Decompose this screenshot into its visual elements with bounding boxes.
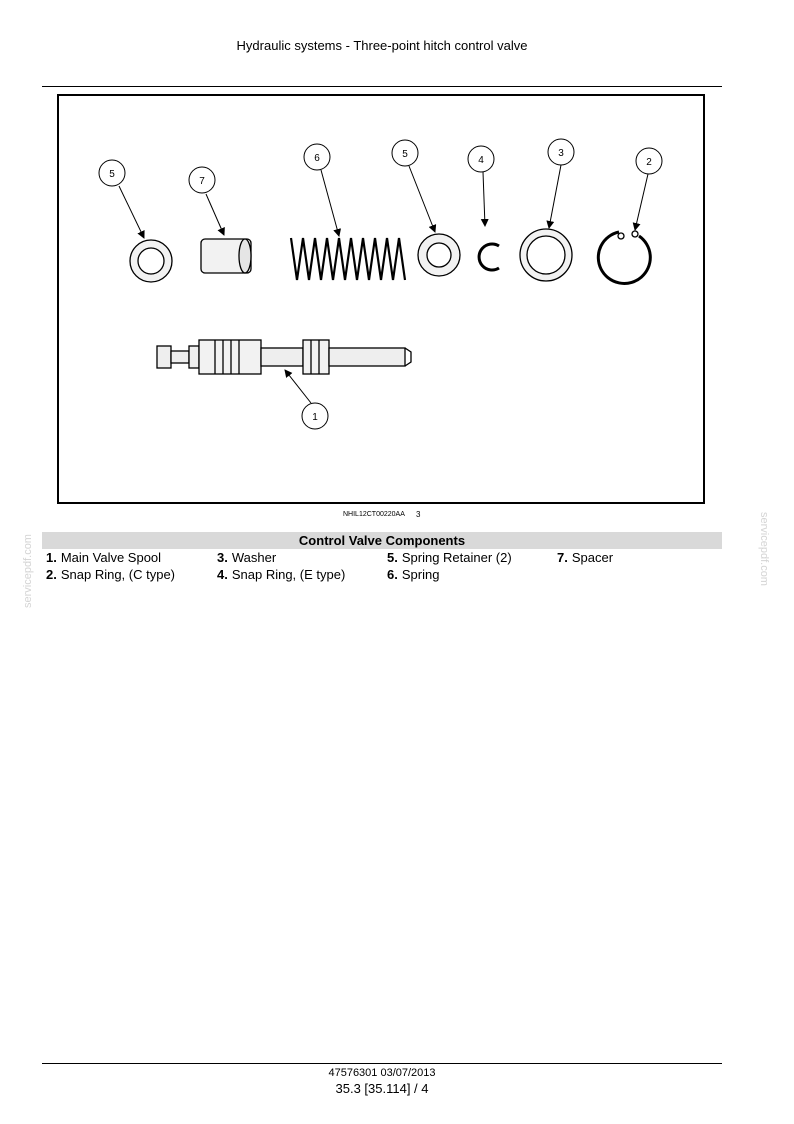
footer-divider	[42, 1063, 722, 1064]
spring-retainer-left-part	[130, 240, 172, 282]
figure-reference-code: NHIL12CT00220AA	[343, 511, 405, 518]
footer-doc-code: 47576301 03/07/2013	[328, 1067, 436, 1079]
callout-label: 1	[312, 412, 318, 423]
legend-item: 4. Snap Ring, (E type)	[217, 567, 346, 582]
legend-item: 7. Spacer	[557, 550, 614, 565]
exploded-view-figure	[57, 94, 705, 504]
watermark-left: servicepdf.com	[22, 534, 34, 608]
figure-drawing	[59, 96, 705, 504]
legend-item: 3. Washer	[217, 550, 277, 565]
callout-label: 7	[199, 176, 205, 187]
callout-label: 5	[109, 169, 115, 180]
footer-page-number: 35.3 [35.114] / 4	[335, 1081, 429, 1096]
components-table-title: Control Valve Components	[42, 532, 722, 549]
watermark-right: servicepdf.com	[758, 512, 770, 586]
legend-item: 6. Spring	[387, 567, 440, 582]
legend-item: 5. Spring Retainer (2)	[387, 550, 512, 565]
e-type-snap-ring-part	[479, 244, 499, 270]
legend-item: 2. Snap Ring, (C type)	[46, 567, 176, 582]
figure-number: 3	[416, 510, 421, 519]
legend-item: 1. Main Valve Spool	[46, 550, 162, 565]
spacer-part	[201, 239, 251, 273]
callout-label: 4	[478, 155, 484, 166]
page-header-title: Hydraulic systems - Three-point hitch control valve	[236, 38, 528, 53]
spring-part	[291, 238, 405, 280]
header-divider	[42, 86, 722, 87]
c-type-snap-ring-part	[598, 231, 650, 283]
callout-label: 2	[646, 157, 652, 168]
spring-retainer-right-part	[418, 234, 460, 276]
washer-part	[520, 229, 572, 281]
callout-label: 6	[314, 153, 320, 164]
callout-label: 3	[558, 148, 564, 159]
main-valve-spool-part	[157, 340, 411, 374]
callout-label: 5	[402, 149, 408, 160]
